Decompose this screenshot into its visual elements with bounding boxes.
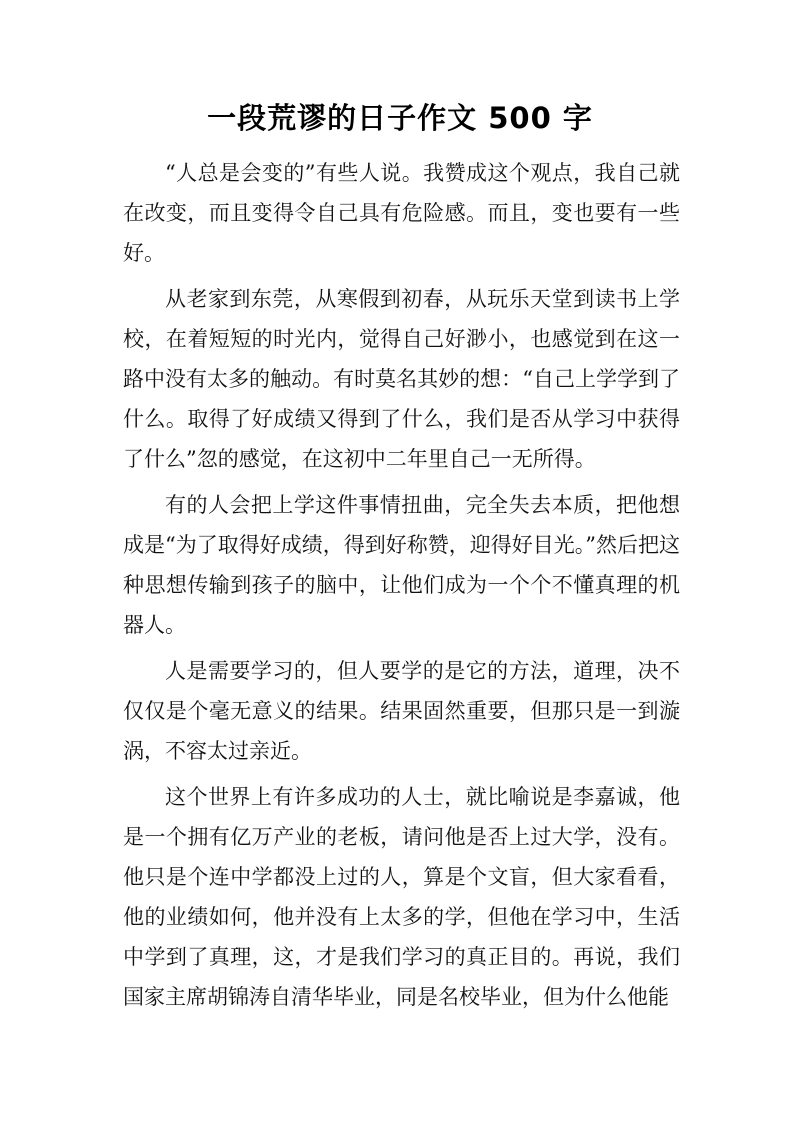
document-body xyxy=(123,153,680,1023)
paragraph-3: 有的人会把上学这件事情扭曲，完全失去本质，把他想成是“为了取得好成绩，得到好称赞，迎得好目光。”然后把这种思想传输到孩子的脑中，让他们成为一个个不懂真理的机器人。 xyxy=(123,493,680,637)
paragraph-5: 这个世界上有许多成功的人士，就比喻说是李嘉诚，他是一个拥有亿万产业的老板，请问他是否上过大学，没有。他只是个连中学都没上过的人，算是个文盲，但大家看看，他的业绩如何，他并没有上太多的学，但他在学习中，生活中学到了真理，这，才是我们学习的真正目的。再说，我们国家主席胡锦涛自清华毕业，同是名校毕业，但为什么他能 xyxy=(123,785,680,1009)
paragraph-1: “人总是会变的”有些人说。我赞成这个观点，我自己就在改变，而且变得令自己具有危险感。而且，变也要有一些好。 xyxy=(123,161,680,265)
document-title: 一段荒谬的日子作文 500 字 xyxy=(207,101,593,135)
paragraph-4: 人是需要学习的，但人要学的是它的方法，道理，决不仅仅是个毫无意义的结果。结果固然重要，但那只是一到漩涡，不容太过亲近。 xyxy=(123,659,680,763)
paragraph-2: 从老家到东莞，从寒假到初春，从玩乐天堂到读书上学校，在着短短的时光内，觉得自己好渺小，也感觉到在这一路中没有太多的触动。有时莫名其妙的想：“自己上学学到了什么。取得了好成绩又得到了什么，我们是否从学习中获得了什么”忽的感觉，在这初中二年里自己一无所得。 xyxy=(123,287,680,471)
